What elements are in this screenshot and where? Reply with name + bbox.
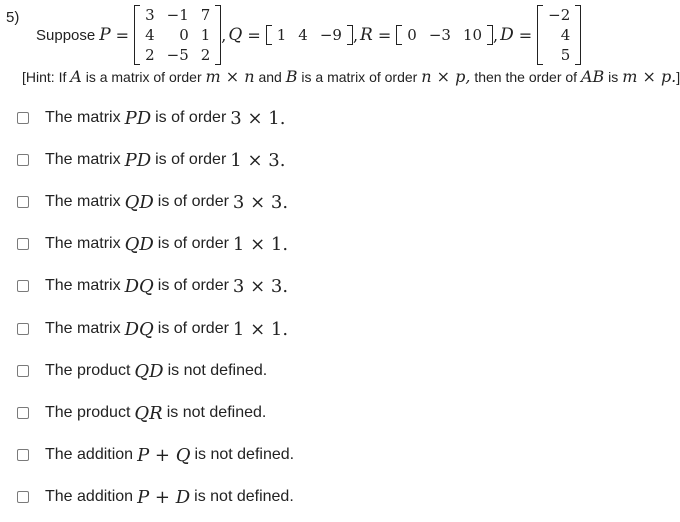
checkbox[interactable]: [17, 280, 29, 292]
answer-option[interactable]: The addition P + D is not defined.: [17, 484, 294, 510]
matrix-q-cell: 4: [298, 26, 308, 44]
matrix-p-cell: 3: [145, 6, 155, 24]
matrix-q: [266, 25, 353, 45]
checkbox[interactable]: [17, 491, 29, 503]
checkbox[interactable]: [17, 196, 29, 208]
matrix-r-label: R: [360, 25, 373, 45]
checkbox[interactable]: [17, 154, 29, 166]
statement-lead: Suppose: [36, 26, 96, 44]
matrix-p-cell: 0: [179, 26, 189, 44]
matrix-r-cell: −3: [428, 26, 451, 44]
matrix-q-cell: 1: [276, 26, 287, 44]
matrix-p-cell: −1: [166, 6, 189, 24]
answer-option[interactable]: The matrix PD is of order 3 × 1.: [17, 105, 289, 131]
matrix-p-cell: 4: [145, 26, 155, 44]
answer-option[interactable]: The product QD is not defined.: [17, 358, 267, 384]
checkbox[interactable]: [17, 238, 29, 250]
answer-option[interactable]: The matrix PD is of order 1 × 3.: [17, 147, 289, 173]
matrix-p-cell: 1: [200, 26, 211, 44]
matrix-p: [134, 5, 221, 65]
answer-option[interactable]: The matrix DQ is of order 1 × 1.: [17, 316, 292, 342]
matrix-q-cell: −9: [319, 26, 342, 44]
checkbox[interactable]: [17, 323, 29, 335]
matrix-p-label: P: [99, 25, 111, 45]
hint-text: [Hint: If A is a matrix of order m × n and B is a matrix of order n × p, then the order of AB is m × p.]: [22, 67, 680, 86]
answer-option[interactable]: The addition P + Q is not defined.: [17, 442, 294, 468]
matrix-d-cell: −2: [548, 6, 571, 24]
answer-option[interactable]: The product QR is not defined.: [17, 400, 266, 426]
question-statement: Suppose P = 3 −1 7 4 0 1 2 −5 2 , Q = 1 4 −9 , R = 0 −3 10 , D = −2 4 5: [36, 2, 581, 68]
matrix-q-label: Q: [228, 25, 243, 45]
matrix-r: [396, 25, 493, 45]
checkbox[interactable]: [17, 407, 29, 419]
matrix-d-cell: 4: [560, 26, 571, 44]
checkbox[interactable]: [17, 449, 29, 461]
matrix-p-cell: 2: [200, 46, 211, 64]
matrix-p-cell: 2: [145, 46, 155, 64]
matrix-p-cell: −5: [166, 46, 189, 64]
answer-option[interactable]: The matrix QD is of order 3 × 3.: [17, 189, 292, 215]
matrix-p-cell: 7: [200, 6, 211, 24]
question-number: 5): [6, 9, 20, 26]
answer-option[interactable]: The matrix QD is of order 1 × 1.: [17, 231, 292, 257]
matrix-d: [537, 5, 581, 65]
matrix-d-cell: 5: [560, 46, 571, 64]
answer-option[interactable]: The matrix DQ is of order 3 × 3.: [17, 273, 292, 299]
matrix-d-label: D: [500, 25, 514, 45]
matrix-r-cell: 10: [462, 26, 483, 44]
matrix-r-cell: 0: [407, 26, 417, 44]
checkbox[interactable]: [17, 112, 29, 124]
checkbox[interactable]: [17, 365, 29, 377]
